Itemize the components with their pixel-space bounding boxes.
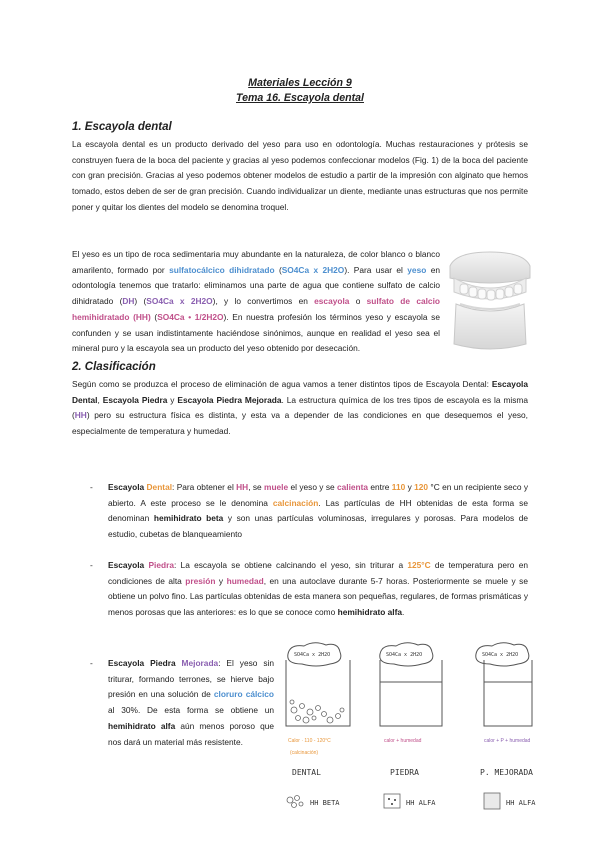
bubble-label: SO4Ca x 2H2O [294, 652, 331, 658]
text: . La estructura química de los tres tipos de escayola es la misma ( [72, 394, 529, 421]
text: ) pero su estructura física es distinta, y esta va a depender de las condiciones en que desequemos el yeso, especialmente de temperatura y humedad. [72, 410, 528, 437]
text: ) ( [134, 296, 147, 307]
highlight: DH [122, 296, 135, 307]
text: : Para obtener el [172, 482, 237, 492]
bold-term: Escayola [108, 482, 147, 492]
text: y son unas partículas voluminosas, irregulares y porosas. Para modelos de estudio, cubetas de blanqueamiento [108, 513, 528, 540]
caption-dental: Calor · 110 - 120°C [288, 738, 331, 744]
section-1-paragraph-1: La escayola dental es un producto derivado del yeso para uso en odontología. Muchas restauraciones y prótesis se construyen fuera de la boca del paciente y gracias al yeso podemos confeccionar modelos (Fig. 1) de la boca del paciente con gran precisión. Gracias al yeso podemos obtener modelos de estudio a partir de la impresión con alginato que hemos tomado, estos deben de ser de gran precisión. Cuando individualizar un diente, mediante unas estructuras que nos permite poner y quitar los dientes del modelo se denomina troquel. [72, 139, 528, 212]
highlight: cloruro cálcico [213, 689, 274, 700]
text: , se [248, 482, 265, 492]
legend-hh-alfa-2: HH ALFA [506, 799, 536, 807]
text: , [97, 394, 103, 405]
text: , en una autoclave durante 5-7 horas. Posteriormente se muele y se obtiene un polvo fino. Las partículas obtenidas de esta manera son pequeñas, regulares, de formas prismáticas y menos porosas que las anteriores: es lo que se conoce como [108, 575, 528, 618]
text: ( [150, 311, 158, 322]
bubble-label: SO4Ca x 2H2O [386, 652, 423, 658]
bold-term: hemihidrato alfa [337, 607, 403, 618]
bullet-escayola-piedra [108, 558, 528, 621]
lesson-title: Materiales Lección 9 [248, 77, 352, 89]
text: y [167, 394, 178, 405]
bullet-escayola-piedra-mejorada [108, 656, 274, 750]
highlight: SO4Ca x 2H2O [146, 296, 213, 307]
highlight: sulfato de calcio hemihidratado (HH) [72, 296, 440, 322]
topic-title: Tema 16. Escayola dental [236, 92, 364, 104]
highlight: SO4Ca x 2H2O [281, 264, 345, 275]
highlight: 110 [391, 482, 406, 492]
highlight: escayola [314, 296, 350, 307]
legend-beta-icon [287, 796, 303, 808]
text: o [349, 296, 367, 307]
legend-alfa-dots [388, 798, 396, 805]
bubble-label: SO4Ca x 2H2O [482, 652, 519, 658]
text: ( [274, 264, 282, 275]
text: El yeso es un tipo de roca sedimentaria muy abundante en la naturaleza, de color blanco o blanco amarilento, formado por [72, 249, 440, 275]
bold-term: Escayola Dental [72, 379, 528, 405]
beaker-mejorada [484, 660, 532, 726]
highlight: Dental [146, 482, 173, 492]
highlight: yeso [407, 264, 427, 275]
highlight: Piedra [148, 560, 174, 570]
text: ), y lo convertimos en [212, 296, 315, 307]
bullet-dash: - [90, 560, 93, 570]
text: y [215, 575, 227, 586]
text: : El yeso sin triturar, formando terrones, se hierve bajo presión en una solución de [108, 658, 274, 700]
particles [290, 700, 344, 723]
highlight: HH [74, 410, 87, 421]
escayola-types-diagram [280, 640, 540, 840]
highlight: 125°C [407, 560, 431, 570]
beaker-piedra [380, 660, 442, 726]
text: ). Para usar el [344, 264, 408, 275]
legend-alfa-icon [384, 794, 400, 808]
text: . [402, 607, 405, 618]
highlight: humedad [226, 575, 264, 586]
text: : La escayola se obtiene calcinando el yeso, sin triturar a [173, 560, 408, 570]
text: el yeso y se [288, 482, 337, 492]
bullet-escayola-dental [108, 480, 528, 543]
bold-term: Escayola Piedra [108, 658, 182, 668]
text: °C en un recipiente seco y abierto. A este proceso se le denomina [108, 482, 528, 508]
dental-model-image [446, 248, 534, 354]
highlight: Mejorada [181, 658, 219, 668]
section-2-paragraph [72, 377, 528, 440]
highlight: calcinación [272, 497, 319, 508]
bold-term: hemihidrato alfa [108, 720, 176, 731]
bullet-dash: - [90, 658, 93, 668]
text: en odontología tenemos que tratarlo: eliminamos una parte de agua que contiene sulfato de calcio dihidratado ( [72, 264, 440, 307]
text: . Las partículas de HH obtenidas de esta forma se denominan [108, 497, 528, 524]
label-piedra: PIEDRA [390, 768, 419, 777]
text: de temperatura pero en condiciones de alta [108, 560, 528, 586]
text: al 30%. De esta forma se obtiene un [108, 705, 274, 716]
text: ). En nuestra profesión los términos yeso y escayola se confunden y se usan indistintamente haciéndose sinónimos, aunque en realidad el yeso sea el mineral puro y la escayola sea un producto del yeso obtenido por desecación. [72, 311, 440, 354]
bold-term: Escayola Piedra Mejorada [177, 394, 282, 405]
highlight: presión [185, 575, 216, 586]
section-heading-2: 2. Clasificación [72, 361, 156, 373]
bold-term: hemihidrato beta [153, 513, 224, 524]
highlight: sulfatocálcico dihidratado [169, 264, 275, 275]
highlight: muele [264, 482, 289, 492]
legend-hh-alfa: HH ALFA [406, 799, 436, 807]
text: y [405, 482, 415, 492]
bold-term: Escayola Piedra [102, 394, 168, 405]
label-dental: DENTAL [292, 768, 321, 777]
section-1-paragraph-2 [72, 247, 440, 357]
caption-piedra: calor + humedad [384, 738, 422, 744]
legend-hh-beta: HH BETA [310, 799, 340, 807]
highlight: HH [236, 482, 249, 492]
label-mejorada: P. MEJORADA [480, 768, 533, 777]
highlight: calienta [336, 482, 369, 492]
legend-alfa-dense-icon [484, 793, 500, 809]
highlight: SO4Ca • 1/2H2O [157, 311, 224, 322]
text: entre [368, 482, 392, 492]
highlight: 120 [414, 482, 429, 492]
section-heading-1: 1. Escayola dental [72, 121, 172, 133]
caption-mejorada: calor + P + humedad [484, 738, 531, 744]
bullet-dash: - [90, 482, 93, 492]
caption-dental-2: (calcinación) [290, 750, 319, 756]
text: aún menos poroso que nos dará un material más resistente. [108, 720, 275, 747]
bold-term: Escayola [108, 560, 149, 570]
text: Según como se produzca el proceso de eliminación de agua vamos a tener distintos tipos de Escayola Dental: [72, 379, 492, 389]
